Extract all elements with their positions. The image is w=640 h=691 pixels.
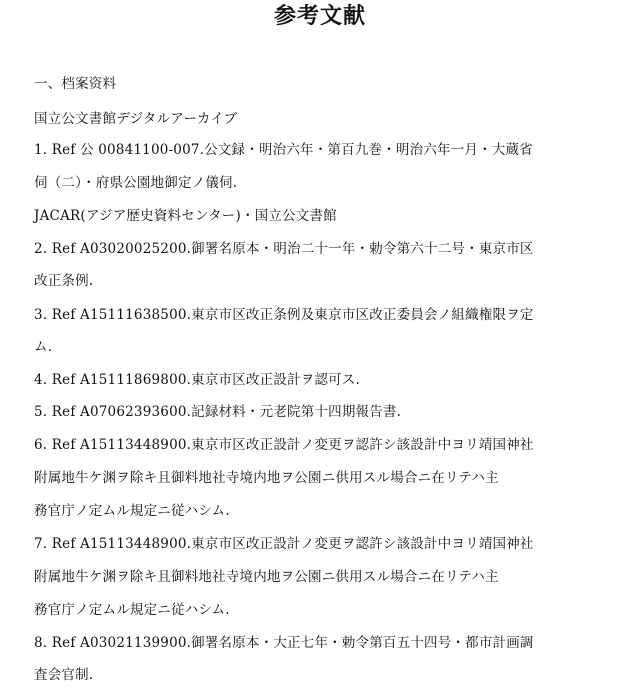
page-title: 参考文献 — [273, 4, 366, 29]
reference-6-line-3: 務官庁ノ定ムル規定ニ従ハシム. — [34, 503, 230, 519]
reference-6-line-1: 6. Ref A15113448900.東京市区改正設計ノ変更ヲ認許シ該設計中ヨリ靖国神社 — [34, 437, 534, 453]
section-heading: 一、档案资料 — [34, 76, 117, 92]
reference-2-line-1: 2. Ref A03020025200.御署名原本・明治二十一年・勅令第六十二号・東京市区 — [34, 241, 534, 257]
reference-7-line-3: 務官庁ノ定ムル規定ニ従ハシム. — [34, 602, 230, 618]
reference-6-line-2: 附属地牛ケ渊ヲ除キ且御料地社寺境内地ヲ公園ニ供用スル場合ニ在リテハ主 — [34, 470, 499, 486]
reference-2-line-2: 改正条例. — [34, 273, 94, 289]
archive-source-1: 国立公文書館デジタルアーカイブ — [34, 111, 238, 127]
reference-1-line-2: 伺（二）・府県公園地御定ノ儀伺. — [34, 175, 238, 191]
reference-4: 4. Ref A15111869800.東京市区改正設計ヲ認可ス. — [34, 372, 361, 388]
reference-5: 5. Ref A07062393600.記録材料・元老院第十四期報告書. — [34, 404, 402, 420]
reference-3-line-1: 3. Ref A15111638500.東京市区改正条例及東京市区改正委員会ノ組織権限ヲ定 — [34, 307, 534, 323]
reference-8-line-1: 8. Ref A03021139900.御署名原本・大正七年・勅令第百五十四号・都市計画調 — [34, 635, 534, 651]
reference-8-line-2: 査会官制. — [34, 667, 94, 683]
reference-7-line-1: 7. Ref A15113448900.東京市区改正設計ノ変更ヲ認許シ該設計中ヨリ靖国神社 — [34, 536, 534, 552]
reference-7-line-2: 附属地牛ケ渊ヲ除キ且御料地社寺境内地ヲ公園ニ供用スル場合ニ在リテハ主 — [34, 569, 499, 585]
reference-3-line-2: ム. — [34, 339, 53, 355]
archive-source-2: JACAR(アジア歴史資料センター)・国立公文書館 — [34, 208, 337, 224]
reference-1-line-1: 1. Ref 公 00841100-007.公文録・明治六年・第百九巻・明治六年一月・大蔵省 — [34, 142, 533, 158]
